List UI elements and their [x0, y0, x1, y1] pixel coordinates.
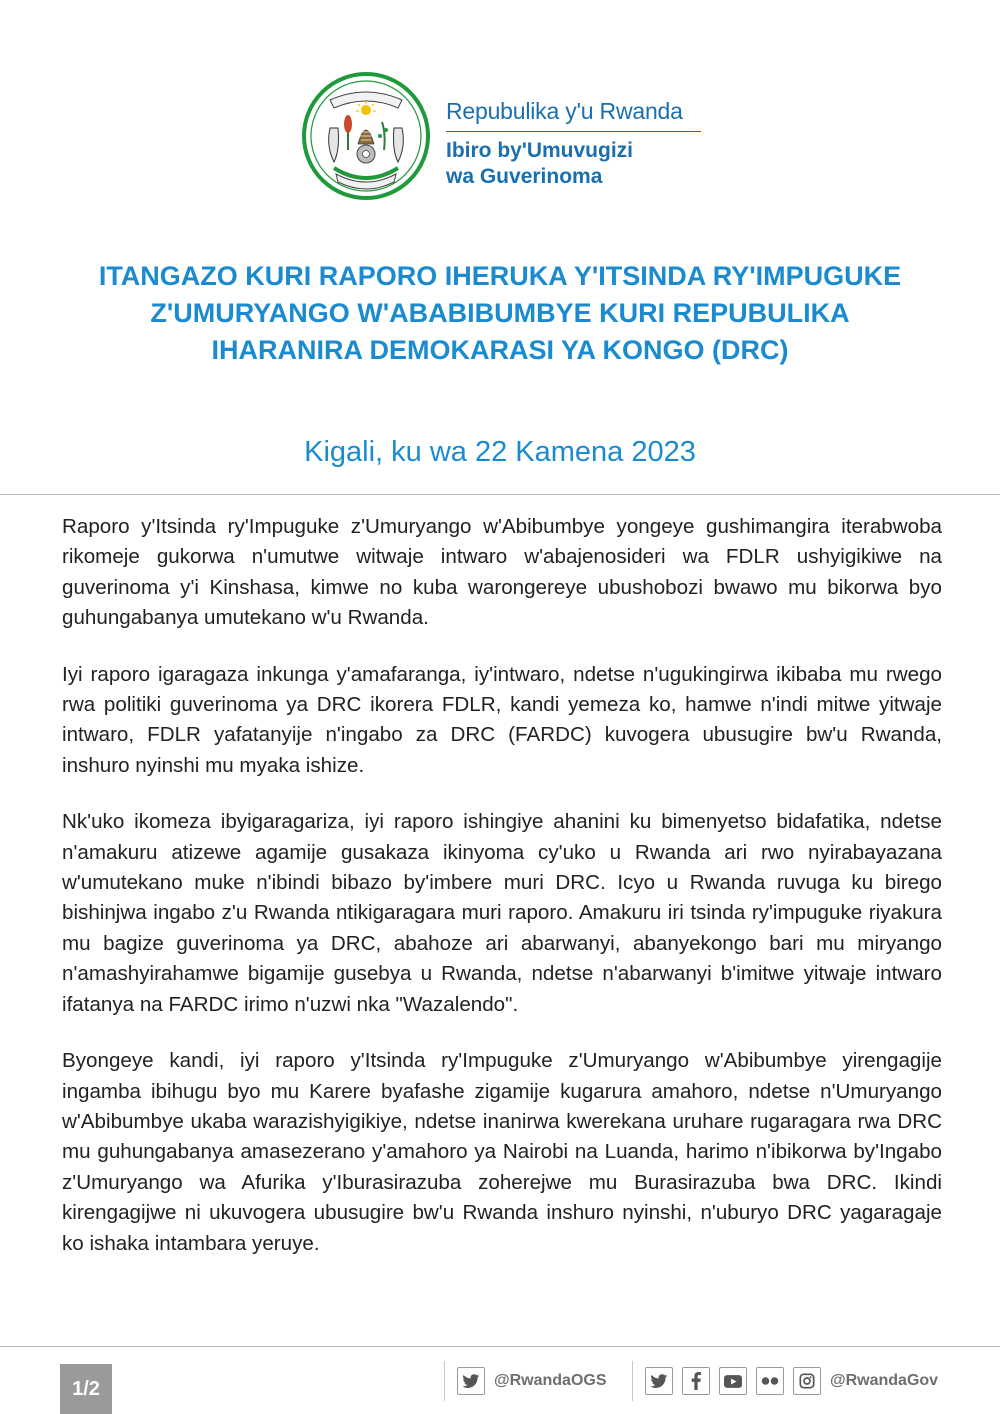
gov-handle[interactable]: @RwandaGov [830, 1372, 939, 1389]
footer-separator [632, 1361, 633, 1401]
footer-separator [444, 1361, 445, 1401]
document-body [62, 512, 942, 1285]
ogs-handle[interactable]: @RwandaOGS [494, 1372, 607, 1389]
paragraph-4: Byongeye kandi, iyi raporo y'Itsinda ry'Impuguke z'Umuryango w'Abibumbye yirengagije ingamba ibihugu byo mu Karere byafashe zigamije kugarura amahoro, ndetse n'Umuryango w'Abibumbye ukaba warazishyigikiye, ndetse inanirwa kwerekana uruhare rugaragara rwa DRC mu guhungabanya amasezerano y'amahoro ya Nairobi na Luanda, harimo n'ibikorwa by'Ingabo z'Umuryango wa Afurika y'Iburasirazuba zoherejwe mu Burasirazuba bwa DRC. Ikindi kirengagijwe ni ukuvogera ubusugire bw'u Rwanda inshuro nyinshi, n'uburyo DRC yagaragaje ko ishaka intambara yeruye. [62, 1049, 942, 1255]
document-title: ITANGAZO KURI RAPORO IHERUKA Y'ITSINDA RY'IMPUGUKE Z'UMURYANGO W'ABABIBUMBYE KURI REPUBULIKA IHARANIRA DEMOKARASI YA KONGO (DRC) [98, 261, 902, 365]
rwanda-coat-of-arms-emblem [300, 70, 432, 202]
office-name-line1: Ibiro by'Umuvugizi [446, 139, 634, 162]
letterhead [300, 70, 720, 200]
social-gov [632, 1366, 938, 1396]
paragraph-2: Iyi raporo igaragaza inkunga y'amafaranga, iy'intwaro, ndetse n'ugukingirwa ikibaba mu rwego rwa politiki guverinoma ya DRC ikorera FDLR, kandi yemeza ko, hamwe n'indi mitwe yitwaje intwaro, FDLR yafatanyije n'ingabo za DRC (FARDC) kuvogera ubusugire bw'u Rwanda, inshuro nyinshi mu myaka ishize. [62, 662, 942, 777]
social-ogs [444, 1366, 607, 1396]
dateline: Kigali, ku wa 22 Kamena 2023 [304, 436, 696, 468]
flickr-icon[interactable] [756, 1367, 784, 1395]
office-name-line2: wa Guverinoma [446, 165, 603, 188]
republic-name: Repubulika y'u Rwanda [446, 98, 701, 132]
paragraph-1: Raporo y'Itsinda ry'Impuguke z'Umuryango w'Abibumbye yongeye gushimangira iterabwoba rikomeje gukorwa n'umutwe witwaje intwaro w'abajenosideri wa FDLR ushyigikiwe na guverinoma y'i Kinshasa, kimwe no kuba warongereye ubushobozi bwawo mu bikorwa byo guhungabanya umutekano w'u Rwanda. [62, 515, 942, 630]
youtube-icon[interactable] [719, 1367, 747, 1395]
facebook-icon[interactable] [682, 1367, 710, 1395]
instagram-icon[interactable] [793, 1367, 821, 1395]
header-divider [0, 494, 1000, 495]
paragraph-3: Nk'uko ikomeza ibyigaragariza, iyi raporo ishingiye ahanini ku bimenyetso bidafatika, ndetse n'amakuru atizewe agamije gusakaza ikinyoma cy'uko u Rwanda ari rwo nyirabayazana w'umutekano muke n'ibindi bibazo by'imbere muri DRC. Icyo u Rwanda ruvuga ku birego bishinjwa ingabo z'u Rwanda ntikigaragara muri raporo. Amakuru iri tsinda ry'impuguke riyakura mu bagize guverinoma ya DRC, abahoze ari abarwanyi, abanyekongo bari mu miryango n'amashyirahamwe bigamije gusebya u Rwanda, ndetse n'abarwanyi b'imitwe yitwaje intwaro ifatanya na FARDC irimo n'uzwi nka "Wazalendo". [62, 810, 942, 1016]
page-number-badge: 1/2 [60, 1364, 112, 1414]
footer-divider [0, 1346, 1000, 1347]
office-identity [446, 98, 701, 190]
twitter-icon[interactable] [457, 1367, 485, 1395]
twitter-icon[interactable] [645, 1367, 673, 1395]
